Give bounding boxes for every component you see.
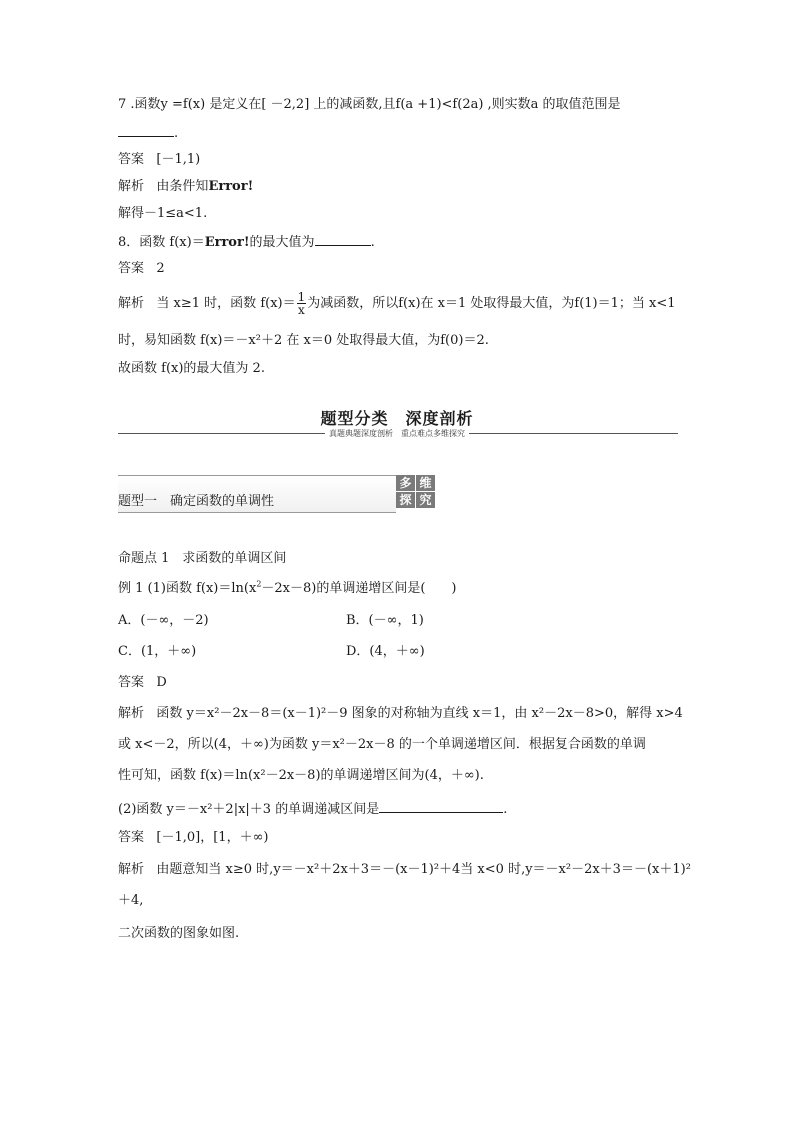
badge-jiu: 究	[416, 492, 435, 508]
q7-error-text: Error!	[208, 179, 254, 194]
q7-answer	[118, 152, 200, 168]
ex1-stem: 例 1 (1)函数 $f(x)=\ln(x^2-2x-8)$的单调递增区间是( )	[118, 579, 457, 596]
ex1-analysis-line3	[118, 768, 484, 784]
ex1-analysis-line2-text: 或 x<－2，所以(4，＋∞)为函数 y＝x²－2x－8 的一个单调递增区间．根据复合函数的单调	[118, 737, 646, 752]
q7-analysis-label: 解析	[118, 179, 145, 194]
ex1-stem-mid: －2x－8)的单调递增区间是( )	[261, 581, 457, 596]
q8-fraction	[297, 291, 307, 316]
q7-analysis-prefix: 由条件知	[156, 179, 209, 194]
ex1-analysis-line2	[118, 737, 646, 753]
q8-fraction-denominator: x	[298, 303, 305, 317]
badge-duo: 多	[396, 475, 415, 491]
ex2-period: .	[503, 802, 508, 817]
ex2-answer-label: 答案	[118, 830, 145, 845]
ex2-answer-blank	[379, 800, 503, 813]
ex1-answer	[118, 675, 167, 691]
q7-answer-label: 答案	[118, 152, 145, 167]
proposition-point-1-label: 命题点 1 求函数的单调区间	[118, 551, 287, 566]
ex1-option-b-text: B．(－∞，1)	[346, 613, 424, 628]
q8-analysis-line1	[118, 290, 676, 318]
ex2-answer-value: [－1,0]，[1，＋∞)	[156, 830, 269, 845]
proposition-point-1	[118, 551, 286, 567]
q7-answer-blank	[118, 124, 174, 137]
ex2-analysis-line2	[118, 893, 143, 909]
badge-tan: 探	[396, 492, 415, 508]
ex2-analysis-line1-text: 由题意知当 x≥0 时,y＝－x²＋2x＋3＝－(x－1)²＋4当 x<0 时,y＝－x²－2x＋3＝－(x＋1)²	[156, 862, 691, 877]
q8-conclusion	[118, 361, 265, 377]
q8-answer	[118, 261, 165, 277]
q7-stem	[118, 97, 621, 113]
q8-analysis-line2	[118, 333, 489, 349]
ex1-analysis-line3-text: 性可知，函数 f(x)＝ln(x²－2x－8)的单调递增区间为(4，＋∞).	[118, 768, 484, 783]
type-header-title: 题型一 确定函数的单调性	[118, 494, 275, 509]
q8-fraction-numerator: 1	[297, 290, 306, 304]
ex1-option-a-text: A．(－∞，－2)	[118, 613, 209, 628]
ex2-analysis-label: 解析	[118, 862, 145, 877]
ex2-answer	[118, 830, 268, 846]
ex2-analysis-line3	[118, 926, 239, 942]
q7-solve-text: 解得－1≤a<1.	[118, 206, 208, 221]
ex2-analysis-line3-text: 二次函数的图象如图.	[118, 926, 240, 941]
ex1-answer-label: 答案	[118, 675, 145, 690]
q7-stem-text: 7 .函数y =f(x) 是定义在[ －2,2] 上的减函数,且f(a +1)<f(2a) ,则实数a 的取值范围是	[118, 97, 621, 112]
q8-conclusion-text: 故函数 f(x)的最大值为 2.	[118, 361, 265, 376]
ex1-option-c	[118, 644, 196, 660]
ex1-option-d	[346, 644, 425, 660]
q8-answer-blank	[315, 233, 371, 246]
q7-blank-line	[118, 124, 178, 142]
ex1-option-a	[118, 613, 209, 629]
q7-period: .	[174, 126, 179, 141]
ex2-stem	[118, 800, 507, 818]
section-subtitle-text: 真题典题深度剖析 重点难点多维探究	[325, 429, 469, 438]
section-title: 题型分类 深度剖析	[320, 409, 474, 428]
q8-answer-label: 答案	[118, 261, 145, 276]
ex1-analysis-line1	[118, 706, 683, 722]
q8-error-text: Error!	[204, 235, 250, 250]
q8-analysis-line2-text: 时，易知函数 f(x)＝－x²＋2 在 x＝0 处取得最大值，为f(0)＝2.	[118, 333, 489, 348]
section-subtitle	[0, 428, 794, 439]
ex1-option-b	[346, 613, 424, 629]
q8-stem	[118, 233, 375, 251]
type-header	[118, 475, 436, 511]
q8-stem-suffix: 的最大值为	[249, 235, 315, 250]
q8-analysis-label: 解析	[118, 296, 145, 311]
q7-analysis	[118, 179, 253, 195]
ex2-analysis-line1	[118, 862, 691, 878]
q8-analysis-post: 为减函数，所以f(x)在 x＝1 处取得最大值，为f(1)＝1；当 x<1	[307, 296, 676, 311]
ex1-answer-value: D	[156, 675, 167, 690]
q8-stem-prefix: 8．函数 f(x)＝	[118, 235, 205, 250]
q8-period: .	[370, 235, 375, 250]
ex1-option-c-text: C．(1，＋∞)	[118, 644, 197, 659]
ex2-stem-text: (2)函数 y＝－x²＋2|x|＋3 的单调递减区间是	[118, 802, 380, 817]
ex2-analysis-line2-text: ＋4,	[118, 893, 144, 908]
ex1-analysis-label: 解析	[118, 706, 145, 721]
q8-analysis-pre: 当 x≥1 时，函数 f(x)＝	[156, 296, 296, 311]
q7-answer-value: [－1,1)	[156, 152, 201, 167]
q8-answer-value: 2	[156, 261, 165, 276]
ex1-stem-pre: 例 1 (1)函数 f(x)＝ln(x	[118, 581, 257, 596]
ex1-analysis-line1-text: 函数 y＝x²－2x－8＝(x－1)²－9 图象的对称轴为直线 x＝1，由 x²－2x－8>0，解得 x>4	[156, 706, 683, 721]
badge-wei: 维	[416, 475, 435, 491]
ex1-option-d-text: D．(4，＋∞)	[346, 644, 425, 659]
q7-solve	[118, 206, 207, 222]
